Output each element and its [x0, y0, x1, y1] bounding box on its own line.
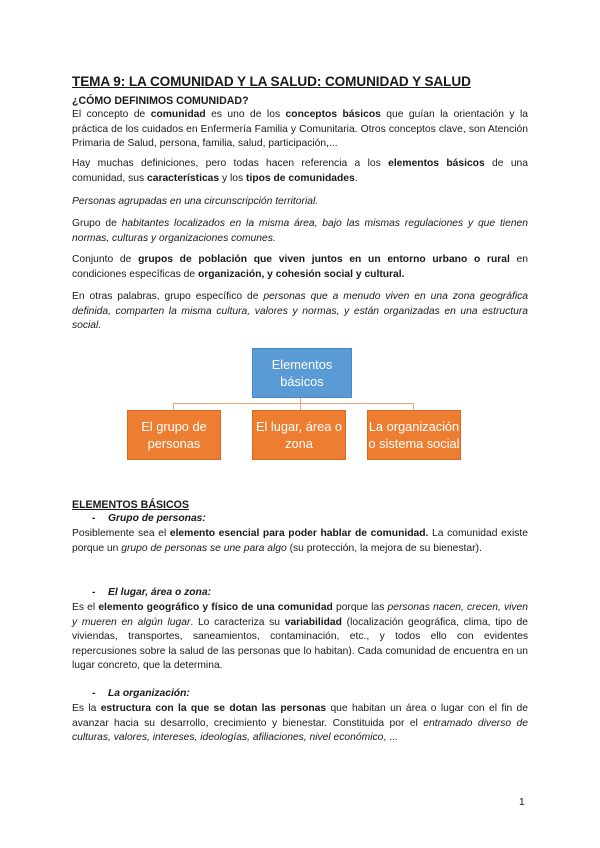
connector-line	[173, 403, 174, 410]
text: en condiciones específicas de	[72, 254, 528, 280]
text: de una comunidad, sus	[72, 158, 528, 184]
element-organization-paragraph	[72, 702, 528, 746]
bold-text: características	[146, 172, 220, 184]
diagram-item-group: El grupo de personas	[127, 410, 221, 460]
italic-text: Personas agrupadas en una circunscripción territorial.	[72, 196, 319, 207]
text: (localización geográfica, clima, tipo de viviendas, transportes, saneamientos, contaminación, etc., y todos ello con evidentes repercusiones sobre la salud de las personas que lo habitan). Cada comunidad de encuentra en un lugar concreto, que la determina.	[72, 616, 528, 672]
definition-2	[72, 217, 528, 246]
definitions-paragraph	[72, 157, 528, 186]
page-title: TEMA 9: LA COMUNIDAD Y LA SALUD: COMUNIDAD Y SALUD	[72, 74, 471, 89]
diagram-root-box: Elementos básicos	[252, 348, 352, 398]
bold-text: estructura con la que se dotan las personas	[100, 703, 327, 714]
bold-text: elemento esencial para poder hablar de comunidad.	[169, 528, 429, 539]
connector-line	[413, 403, 414, 410]
text: que habitan un área o lugar con el fin de avanzar hacia su desarrollo, crecimiento y bienestar. Constituida por el	[72, 703, 528, 729]
italic-text: habitantes localizados en la misma área, bajo las mismas regulaciones y que tienen normas, culturas y organizaciones comunes.	[72, 218, 528, 244]
italic-text: entramado diverso de culturas, valores, intereses, ideologías, afiliaciones, nivel económico	[72, 717, 528, 744]
bold-text: comunidad	[150, 109, 206, 120]
definition-1	[72, 195, 528, 210]
section-heading: ELEMENTOS BÁSICOS	[72, 499, 189, 511]
bullet-title: La organización:	[108, 688, 190, 699]
elements-diagram	[72, 340, 528, 470]
bullet-heading	[92, 587, 211, 598]
connector-line	[173, 403, 414, 404]
bullet-heading	[92, 688, 190, 699]
bullet-title: El lugar, área o zona:	[108, 587, 211, 598]
bold-text: organización, y cohesión social y cultural.	[197, 268, 405, 280]
question-heading: ¿CÓMO DEFINIMOS COMUNIDAD?	[72, 95, 249, 107]
element-group-paragraph	[72, 527, 528, 556]
text: , ...	[383, 732, 398, 744]
text: es uno de los	[205, 109, 286, 120]
bullet-dash: -	[92, 688, 96, 699]
text: Grupo de	[72, 218, 122, 229]
text: En otras palabras, grupo específico de	[72, 291, 264, 302]
definition-3	[72, 253, 528, 282]
definition-4	[72, 290, 528, 334]
text: Es el	[72, 602, 99, 613]
bold-text: tipos de comunidades	[246, 172, 355, 184]
intro-paragraph	[72, 108, 528, 152]
bold-text: conceptos básicos	[285, 109, 381, 120]
text: porque las	[332, 602, 388, 613]
text: Conjunto de	[72, 254, 139, 265]
text: La comunidad existe porque un	[72, 528, 528, 554]
text: que guían la orientación y la práctica de los cuidados en Enfermería Familia y Comunitaria. Otros conceptos clave, son Atención Primaria de Salud, persona, familia, salud, participación,...	[72, 109, 528, 150]
text: .	[354, 172, 358, 184]
text: y los	[219, 172, 247, 184]
page-number: 1	[519, 797, 525, 808]
text: . Lo caracteriza su	[190, 616, 285, 628]
text: El concepto de	[72, 109, 151, 120]
text: (su protección, la mejora de su bienestar).	[286, 542, 482, 554]
diagram-item-place: El lugar, área o zona	[252, 410, 346, 460]
italic-text: personas que a menudo viven en una zona geográfica definida, comparten la misma cultura, valores y normas, y están organizadas en una estructura social.	[72, 291, 528, 332]
connector-line	[300, 403, 301, 410]
bullet-heading	[92, 513, 206, 524]
text: Posiblemente sea el	[72, 528, 170, 539]
bullet-title: Grupo de personas:	[108, 513, 206, 524]
document-page	[72, 0, 528, 848]
bullet-dash: -	[92, 513, 96, 524]
bold-text: elemento geográfico y físico de una comunidad	[98, 602, 333, 613]
bold-text: variabilidad	[284, 616, 342, 628]
text: Hay muchas definiciones, pero todas hacen referencia a los	[72, 158, 389, 169]
bold-text: elementos básicos	[388, 158, 485, 169]
italic-text: grupo de personas se une para algo	[121, 542, 287, 554]
bold-text: grupos de población que viven juntos en un entorno urbano o rural	[138, 254, 510, 265]
diagram-item-organization: La organización o sistema social	[367, 410, 461, 460]
bullet-dash: -	[92, 587, 96, 598]
italic-text: personas nacen, crecen, viven y mueren en algún lugar	[72, 602, 528, 628]
text: Es la	[72, 703, 101, 714]
element-place-paragraph	[72, 601, 528, 674]
